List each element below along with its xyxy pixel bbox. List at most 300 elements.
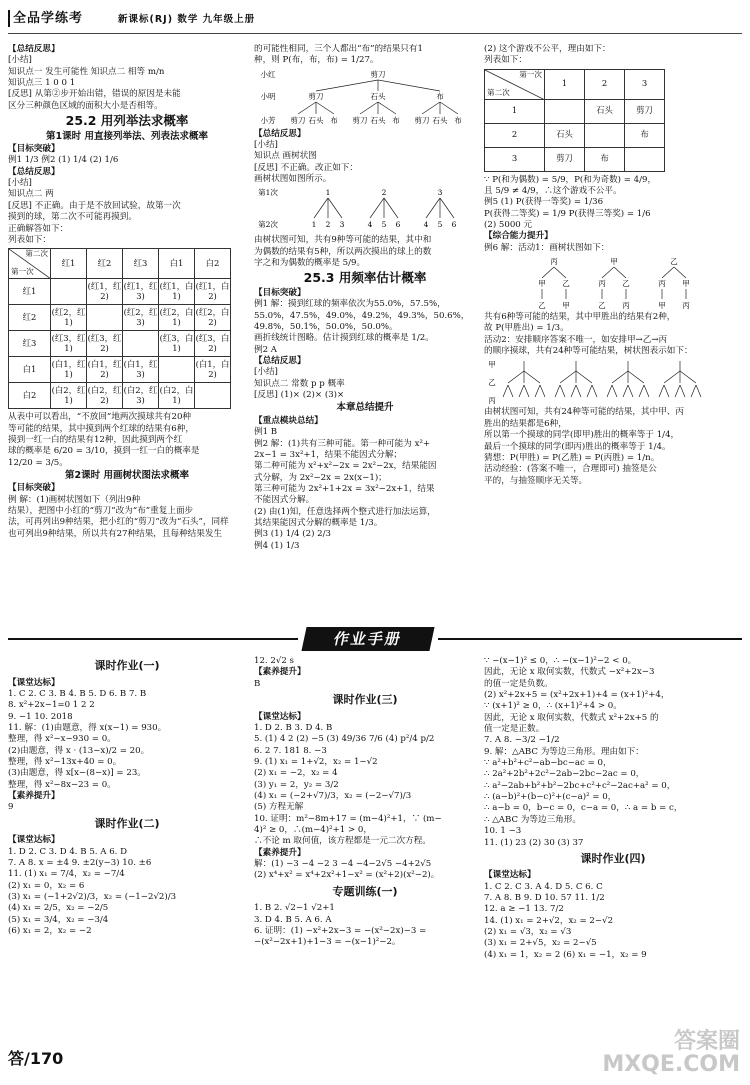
brand-title: 全品学练考 bbox=[8, 10, 83, 27]
text-block bbox=[254, 288, 476, 401]
text-block bbox=[8, 144, 246, 246]
banner-title: 作业手册 bbox=[301, 627, 434, 651]
text-line: 【目标突破】 bbox=[254, 287, 306, 298]
table-cell: (红2，白1) bbox=[159, 305, 195, 331]
tree-branch bbox=[614, 267, 626, 278]
tree-branch bbox=[623, 385, 628, 397]
text-line: 从表中可以看出，“不放回”地两次摸球共有20种 bbox=[8, 412, 192, 423]
text-line: 第二种可能为 x²+x²−2x = 2x²−2x，结果能因 bbox=[254, 461, 437, 472]
text-line: 例1 解：摸到红球的频率依次为55.0%，57.5%， bbox=[254, 299, 446, 310]
text-line: 故 P(甲胜出) = 1/3。 bbox=[484, 323, 569, 334]
text-line: 10. 1 −3 bbox=[484, 826, 522, 837]
text-line: 14. (1) x₁ = 2+√2，x₂ = 2−√2 bbox=[484, 915, 614, 926]
text-line: (3) x₁ = (−1+2√2)/3，x₂ = (−1−2√2)/3 bbox=[8, 891, 177, 902]
text-line: 12/20 = 3/5。 bbox=[8, 457, 68, 468]
text-line: 例5 (1) P(获得一等奖) = 1/36 bbox=[484, 197, 604, 208]
tree-node-label: 丙 bbox=[622, 301, 630, 311]
row-header: 白2 bbox=[9, 383, 51, 409]
tree-branch bbox=[314, 198, 328, 218]
table-row bbox=[485, 123, 665, 147]
text-line: (3) x₁ = 2+√5，x₂ = 2−√5 bbox=[484, 938, 597, 949]
tree-node-label: 剪刀 bbox=[370, 69, 386, 79]
text-line: ∴ a²−2ab+b²+b²−2bc+c²+c²−2ac+a² = 0， bbox=[484, 780, 676, 791]
lesson-title: 第2课时 用画树状图法求概率 bbox=[65, 469, 189, 481]
text-block bbox=[484, 175, 742, 254]
tree-node-label: 剪刀 bbox=[308, 91, 324, 101]
text-line: [反思] (1)× (2)× (3)× bbox=[254, 390, 345, 401]
text-line: 【课堂达标】 bbox=[484, 870, 536, 881]
lesson-title: 第1课时 用直接列举法、列表法求概率 bbox=[46, 130, 208, 142]
corner-label: 第二次 bbox=[487, 87, 510, 97]
tree-branch bbox=[370, 198, 384, 218]
tree-node-label: 石头 bbox=[370, 91, 386, 101]
table-cell bbox=[123, 331, 159, 357]
page-header bbox=[8, 4, 742, 34]
tree-branch bbox=[680, 385, 685, 397]
text-line: (2) x₁ = √3，x₂ = √3 bbox=[484, 927, 572, 938]
table-corner-cell bbox=[485, 69, 545, 99]
text-block bbox=[8, 835, 246, 937]
text-line: 摸到的球，第二次不可能再摸到。 bbox=[8, 212, 137, 223]
text-line: 例1 B bbox=[254, 427, 278, 438]
text-line: 55.0%，47.5%，49.0%，49.2%，49.3%，50.6%， bbox=[254, 310, 470, 321]
column-bottom-right bbox=[484, 656, 742, 1028]
tree-node-label: 丙 bbox=[550, 257, 558, 267]
tree-node-label: 甲 bbox=[562, 301, 570, 311]
text-block bbox=[484, 44, 742, 67]
text-line: 9. 解：△ABC 为等边三角形。理由如下： bbox=[484, 746, 644, 757]
tree-node-label: 3 bbox=[339, 220, 345, 230]
homework-title: 课时作业(三) bbox=[332, 693, 398, 707]
text-block bbox=[8, 44, 246, 112]
text-line: 例4 (1) 1/3 bbox=[254, 540, 300, 551]
text-line: 11. 解：(1)由题意，得 x(x−1) = 930。 bbox=[8, 722, 167, 733]
homework-title: 课时作业(四) bbox=[580, 851, 646, 865]
text-line: 知识点一 发生可能性 知识点二 相等 m/n bbox=[8, 66, 165, 77]
text-line: 画折线统计图略。估计摸到红球的概率是 1/2。 bbox=[254, 333, 434, 344]
homework-title: 课时作业(一) bbox=[94, 659, 160, 672]
text-line: 胜出的结果都是6种， bbox=[484, 418, 567, 429]
tree-node-label: 3 bbox=[437, 188, 443, 198]
text-line: 例 解：(1)画树状图如下（列出9种 bbox=[8, 494, 141, 505]
text-line: (3) y₁ = 2，y₂ = 3/2 bbox=[254, 779, 339, 790]
text-line: 种，则 P(布，布，布) = 1/27。 bbox=[254, 55, 379, 66]
row-header: 3 bbox=[485, 147, 545, 171]
text-line: 最后一个摸球的同学(即丙)胜出的概率等于 1/4。 bbox=[484, 441, 671, 452]
table-cell: (红3，白2) bbox=[195, 331, 231, 357]
text-line: (6) x₁ = 2，x₂ = −2 bbox=[8, 925, 92, 936]
text-line: 整理，得 x²−8x−23 = 0。 bbox=[8, 779, 116, 790]
text-line: 值一定是正数。 bbox=[484, 724, 545, 735]
text-block bbox=[484, 407, 742, 486]
text-line: 例6 解：活动1：画树状图如下： bbox=[484, 242, 610, 253]
text-line: 【综合能力提升】 bbox=[484, 231, 553, 242]
text-line: 【重点模块总结】 bbox=[254, 415, 323, 426]
tree-branch bbox=[535, 385, 540, 397]
tree-branch bbox=[587, 385, 592, 397]
tree-branch bbox=[426, 198, 440, 218]
table-row bbox=[485, 99, 665, 123]
table-row bbox=[9, 383, 231, 409]
tree-node-label: 丙 bbox=[598, 279, 606, 289]
text-line: 等可能的结果，其中摸到两个红球的结果有6种， bbox=[8, 423, 194, 434]
table-cell bbox=[159, 357, 195, 383]
tree-branch bbox=[639, 385, 644, 397]
tree-branch bbox=[554, 267, 566, 278]
text-line: 因此，无论 x 取何实数，代数式 −x²+2x−3 bbox=[484, 667, 655, 678]
text-line: 因此，无论 x 取何实数，代数式 x²+2x+5 的 bbox=[484, 712, 659, 723]
text-line: 【总结反思】 bbox=[8, 44, 60, 54]
text-line: 4)² ≥ 0，∴(m−4)²+1 > 0， bbox=[254, 824, 372, 835]
text-block bbox=[8, 678, 246, 814]
tree-branch bbox=[644, 385, 649, 397]
text-block bbox=[484, 870, 742, 961]
text-line: 【目标突破】 bbox=[8, 144, 60, 155]
text-line: 1. D 2. C 3. D 4. B 5. A 6. D bbox=[8, 846, 128, 857]
tree-node-label: 甲 bbox=[658, 301, 666, 311]
text-line: 且 5/9 ≠ 4/9，∴这个游戏不公平。 bbox=[484, 186, 622, 197]
tree-branch bbox=[378, 80, 440, 91]
text-line: 也可列出9种结果，所以共有27种结果，且每种结果发生 bbox=[8, 528, 223, 539]
tree-branch bbox=[384, 198, 398, 218]
text-line: 【总结反思】 bbox=[254, 128, 306, 139]
text-line: 共有6种等可能的结果，其中甲胜出的结果有2种， bbox=[484, 312, 676, 323]
text-line: ∵ a²+b²+c²−ab−bc−ac = 0， bbox=[484, 758, 612, 769]
table-cell: (白2，红1) bbox=[51, 383, 87, 409]
text-line: 11. (1) x₁ = 7/4，x₂ = −7/4 bbox=[8, 869, 125, 880]
tree-node-label: 第2次 bbox=[258, 220, 278, 230]
text-block bbox=[254, 903, 476, 948]
game-table bbox=[484, 69, 665, 172]
tree-diagram-order bbox=[484, 254, 742, 312]
text-line: 【总结反思】 bbox=[8, 166, 60, 177]
divider bbox=[8, 638, 298, 640]
text-line: 结果），把图中小红的“剪刀”改为“布”重复上面步 bbox=[8, 506, 194, 517]
table-cell: (红1，白2) bbox=[195, 279, 231, 305]
table-cell: (白2，红2) bbox=[87, 383, 123, 409]
tree-branch bbox=[440, 102, 458, 114]
text-line: 知识点 画树状图 bbox=[254, 151, 317, 162]
tree-branch bbox=[519, 385, 524, 397]
text-line: 【素养提升】 bbox=[254, 667, 306, 678]
text-block bbox=[254, 235, 476, 269]
tree-node-label: 石头 bbox=[308, 115, 324, 125]
tree-branch bbox=[360, 102, 378, 114]
tree-node-label: 布 bbox=[454, 115, 462, 125]
tree-node-label: 5 bbox=[381, 220, 387, 230]
column-top-middle bbox=[254, 44, 476, 624]
text-block bbox=[484, 312, 742, 357]
table-cell: (红1，红2) bbox=[87, 279, 123, 305]
table-cell: (红1，红3) bbox=[123, 279, 159, 305]
tree-branch bbox=[664, 371, 680, 383]
tree-branch bbox=[662, 267, 674, 278]
text-line: [小结] bbox=[8, 178, 32, 189]
table-cell: 石头 bbox=[545, 123, 585, 147]
table-cell: (白1，红2) bbox=[87, 357, 123, 383]
table-cell: (红3，白1) bbox=[159, 331, 195, 357]
special-training-title: 专题训练(一) bbox=[332, 884, 398, 898]
tree-node-label: 丙 bbox=[658, 279, 666, 289]
tree-node-label: 2 bbox=[381, 188, 387, 198]
column-header: 3 bbox=[625, 69, 665, 99]
tree-node-label: 乙 bbox=[538, 301, 546, 311]
text-line: 区分三种颜色区域的面积大小是否相等。 bbox=[8, 100, 163, 111]
row-header: 红2 bbox=[9, 305, 51, 331]
text-line: ∵ (x+1)² ≥ 0，∴ (x+1)²+4 > 0。 bbox=[484, 701, 622, 712]
text-line: (2) x²+2x+5 = (x²+2x+1)+4 = (x+1)²+4， bbox=[484, 690, 670, 701]
text-line: 列表如下： bbox=[484, 55, 527, 66]
text-line: ∴ 2a²+2b²+2c²−2ab−2bc−2ac = 0， bbox=[484, 769, 645, 780]
corner-label: 第一次 bbox=[519, 69, 542, 79]
tree-node-label: 乙 bbox=[670, 257, 678, 267]
table-cell bbox=[87, 305, 123, 331]
tree-node-label: 石头 bbox=[370, 115, 386, 125]
table-cell bbox=[585, 123, 625, 147]
text-line: 例2 A bbox=[254, 344, 277, 355]
text-line: 正确解答如下： bbox=[8, 223, 69, 234]
text-line: 【素养提升】 bbox=[8, 790, 60, 801]
text-line: [小结] bbox=[254, 140, 278, 151]
text-line: 平的，与抽签顺序无关等。 bbox=[484, 475, 588, 486]
tree-branch bbox=[576, 371, 592, 383]
text-line: 由树状图可知，共有9种等可能的结果，其中和 bbox=[254, 235, 432, 246]
table-cell: (红2，红1) bbox=[51, 305, 87, 331]
table-cell: (红2，白2) bbox=[195, 305, 231, 331]
tree-branch bbox=[680, 371, 696, 383]
tree-node-label: 剪刀 bbox=[290, 115, 306, 125]
tree-branch bbox=[628, 371, 644, 383]
tree-node-label: 1 bbox=[311, 220, 317, 230]
text-line: 2x−1 = 3x²+1，结果不能因式分解； bbox=[254, 449, 403, 460]
text-line: 的顺序摸球，共有24种等可能结果，树状图表示如下： bbox=[484, 346, 693, 357]
tree-node-label: 甲 bbox=[488, 360, 496, 370]
text-line: 49.8%，50.1%，50.0%，50.0%。 bbox=[254, 321, 398, 332]
text-line: (5) x₁ = 3/4，x₂ = −3/4 bbox=[8, 914, 109, 925]
tree-branch bbox=[628, 385, 633, 397]
text-line: 8. x²+2x−1=0 1 2 2 bbox=[8, 700, 95, 711]
text-line: (2) 由(1)知，任意选择两个整式进行加法运算， bbox=[254, 506, 436, 517]
text-line: 所以第一个摸球的同学(即甲)胜出的概率等于 1/4， bbox=[484, 430, 680, 441]
tree-branch bbox=[555, 385, 560, 397]
text-line: 6. 2 7. 181 8. −3 bbox=[254, 745, 327, 756]
tree-branch bbox=[524, 371, 540, 383]
tree-branch bbox=[378, 102, 396, 114]
table-cell: (白2，白1) bbox=[159, 383, 195, 409]
text-line: 列表如下： bbox=[8, 234, 51, 245]
column-header: 2 bbox=[585, 69, 625, 99]
tree-branch bbox=[612, 371, 628, 383]
text-line: [反思] 从第②步开始出错，错误的原因是未能 bbox=[8, 89, 181, 100]
text-line: ∵ P(和为偶数) = 5/9，P(和为奇数) = 4/9， bbox=[484, 174, 657, 185]
text-line: (4) x₁ = (−2+√7)/3，x₂ = (−2−√7)/3 bbox=[254, 790, 412, 801]
text-line: [反思] 不正确。改正如下： bbox=[254, 162, 358, 173]
tree-branch bbox=[696, 385, 701, 397]
text-line: 整理，得 x²−13x+40 = 0。 bbox=[8, 756, 122, 767]
column-top-right bbox=[484, 44, 742, 624]
text-line: (2) x₁ = 0，x₂ = 6 bbox=[8, 880, 85, 891]
table-cell bbox=[545, 99, 585, 123]
text-line: 式分解，为 2x²−2x = 2x(x−1)； bbox=[254, 472, 387, 483]
text-line: (4) x₁ = 2/5，x₂ = −2/5 bbox=[8, 903, 109, 914]
tree-node-label: 6 bbox=[395, 220, 401, 230]
column-bottom-left bbox=[8, 656, 246, 1028]
tree-node-label: 乙 bbox=[622, 279, 630, 289]
text-line: 球的概率是 6/20 = 3/10，摸到一红一白的概率是 bbox=[8, 446, 200, 457]
text-line: [小结] bbox=[8, 55, 32, 66]
tree-branch bbox=[503, 385, 508, 397]
tree-branch bbox=[508, 371, 524, 383]
table-cell: (白1，红3) bbox=[123, 357, 159, 383]
text-line: (3)由题意，得 x[x−(8−x)] = 23。 bbox=[8, 768, 146, 779]
tree-branch bbox=[316, 102, 334, 114]
text-block bbox=[8, 412, 246, 469]
column-header: 白2 bbox=[195, 249, 231, 279]
text-line: 6. 证明：(1) −x²+2x−3 = −(x²−2x)−3 = bbox=[254, 925, 427, 936]
table-cell: (红1，白1) bbox=[159, 279, 195, 305]
tree-node-label: 布 bbox=[436, 91, 444, 101]
text-line: 法，可再列出9种结果，把小红的“剪刀”改为“石头”，同样 bbox=[8, 517, 229, 528]
table-row bbox=[485, 147, 665, 171]
text-line: 12. a ≥ −1 13. 7/2 bbox=[484, 904, 564, 915]
tree-branch bbox=[602, 267, 614, 278]
text-line: 7. A 8. B 9. D 10. 57 11. 1/2 bbox=[484, 893, 605, 904]
homework-title: 课时作业(二) bbox=[94, 816, 160, 830]
column-header: 红1 bbox=[51, 249, 87, 279]
watermark-text: 答案圈 bbox=[673, 1029, 740, 1054]
text-block bbox=[254, 712, 476, 882]
column-top-left bbox=[8, 44, 246, 624]
text-line: 例3 (1) 1/4 (2) 2/3 bbox=[254, 529, 331, 540]
text-line: 猜想：P(甲胜) = P(乙胜) = P(丙胜) = 1/n。 bbox=[484, 452, 660, 463]
row-header: 1 bbox=[485, 99, 545, 123]
text-line: 字之和为偶数的概率是 5/9。 bbox=[254, 258, 366, 269]
tree-node-label: 4 bbox=[423, 220, 429, 230]
outcome-table bbox=[8, 248, 231, 409]
table-row bbox=[9, 331, 231, 357]
tree-branch bbox=[440, 198, 454, 218]
tree-node-label: 4 bbox=[367, 220, 373, 230]
text-line: 10. 证明：m²−8m+17 = (m−4)²+1，∵ (m− bbox=[254, 813, 442, 824]
watermark-text: MXQE.COM bbox=[602, 1052, 740, 1078]
tree-branch bbox=[542, 267, 554, 278]
text-line: ∴ △ABC 为等边三角形。 bbox=[484, 814, 581, 825]
text-line: −(x²−2x+1)+1−3 = −(x−1)²−2。 bbox=[254, 937, 401, 948]
table-cell: (白1，白2) bbox=[195, 357, 231, 383]
section-title: 25.2 用列举法求概率 bbox=[65, 113, 189, 129]
text-line: 解：(1) −3 −4 −2 3 −4 −4−2√5 −4+2√5 bbox=[254, 859, 432, 870]
tree-diagram-rps bbox=[254, 67, 476, 129]
edition-label: 新课标(RJ) 数学 九年级上册 bbox=[118, 14, 256, 25]
tree-node-label: 6 bbox=[451, 220, 457, 230]
column-header: 1 bbox=[545, 69, 585, 99]
tree-diagram-24 bbox=[484, 357, 742, 407]
text-line: [小结] bbox=[254, 367, 278, 378]
table-cell bbox=[625, 147, 665, 171]
text-line: ∵ −(x−1)² ≤ 0，∴ −(x−1)²−2 < 0。 bbox=[484, 656, 637, 666]
page-number: 答/170 bbox=[8, 1049, 64, 1068]
text-line: (5) 方程无解 bbox=[254, 802, 304, 813]
column-header: 红2 bbox=[87, 249, 123, 279]
text-line: ∴ a−b = 0，b−c = 0，c−a = 0，∴ a = b = c， bbox=[484, 803, 683, 814]
text-line: 【目标突破】 bbox=[8, 483, 60, 494]
tree-node-label: 小芳 bbox=[260, 115, 276, 125]
tree-node-label: 布 bbox=[392, 115, 400, 125]
row-header: 红1 bbox=[9, 279, 51, 305]
table-row bbox=[9, 305, 231, 331]
text-line: 9. (1) x₁ = 1+√2，x₂ = 1−√2 bbox=[254, 756, 378, 767]
tree-node-label: 甲 bbox=[538, 279, 546, 289]
text-line: (2) 这个游戏不公平，理由如下： bbox=[484, 44, 611, 54]
tree-branch bbox=[560, 371, 576, 383]
tree-node-label: 丙 bbox=[488, 396, 496, 406]
text-line: 例1 1/3 例2 (1) 1/4 (2) 1/6 bbox=[8, 155, 119, 166]
text-line: (2) x⁴+x² = x⁴+2x²+1−x² = (x²+2)(x²−2)。 bbox=[254, 870, 440, 881]
table-cell: 剪刀 bbox=[625, 99, 665, 123]
text-line: 1. D 2. B 3. D 4. B bbox=[254, 722, 333, 733]
text-block bbox=[254, 44, 476, 67]
text-line: 11. (1) 23 (2) 30 (3) 37 bbox=[484, 837, 584, 848]
tree-branch bbox=[298, 102, 316, 114]
tree-branch bbox=[607, 385, 612, 397]
tree-branch bbox=[540, 385, 545, 397]
tree-node-label: 2 bbox=[325, 220, 331, 230]
table-cell: (白1，红1) bbox=[51, 357, 87, 383]
column-header: 红3 bbox=[123, 249, 159, 279]
column-bottom-middle bbox=[254, 656, 476, 1028]
section-title: 25.3 用频率估计概率 bbox=[303, 270, 427, 286]
tree-branch bbox=[422, 102, 440, 114]
text-line: 7. A 8. x = ±4 9. ±2(y−3) 10. ±6 bbox=[8, 857, 152, 868]
tree-branch bbox=[571, 385, 576, 397]
review-title: 本章总结提升 bbox=[336, 402, 394, 414]
table-cell bbox=[51, 279, 87, 305]
text-line: (4) x₁ = 1，x₂ = 2 (6) x₁ = −1，x₂ = 9 bbox=[484, 949, 647, 960]
table-cell: 布 bbox=[585, 147, 625, 171]
tree-node-label: 乙 bbox=[488, 378, 496, 388]
tree-node-label: 小红 bbox=[260, 69, 276, 79]
text-line: 【素养提升】 bbox=[254, 847, 306, 858]
row-header: 红3 bbox=[9, 331, 51, 357]
text-line: 知识点二 常数 p p 概率 bbox=[254, 378, 345, 389]
table-corner-cell bbox=[9, 249, 51, 279]
text-line: B bbox=[254, 678, 261, 689]
text-line: 摸到一红一白的结果有12种，因此摸到两个红 bbox=[8, 434, 183, 445]
tree-node-label: 丙 bbox=[682, 301, 690, 311]
table-cell: (红2，红3) bbox=[123, 305, 159, 331]
text-block bbox=[254, 416, 476, 552]
text-line: 1. C 2. C 3. A 4. D 5. C 6. C bbox=[484, 881, 603, 892]
tree-branch bbox=[674, 267, 686, 278]
row-header: 白1 bbox=[9, 357, 51, 383]
tree-branch bbox=[560, 385, 565, 397]
text-block bbox=[8, 483, 246, 540]
tree-node-label: 小明 bbox=[260, 91, 276, 101]
text-line: 7. A 8. −3/2 −1/2 bbox=[484, 735, 560, 746]
text-line: ∴不论 m 取何值，该方程都是一元二次方程。 bbox=[254, 836, 431, 847]
row-header: 2 bbox=[485, 123, 545, 147]
text-line: 知识点二 两 bbox=[8, 189, 54, 200]
tree-node-label: 甲 bbox=[610, 257, 618, 267]
text-line: P(获得二等奖) = 1/9 P(获得三等奖) = 1/6 bbox=[484, 208, 651, 219]
text-line: 12. 2√2 s bbox=[254, 656, 294, 666]
text-line: 例2 解：(1)共有三种可能。第一种可能为 x²+ bbox=[254, 438, 431, 449]
tree-branch bbox=[664, 385, 669, 397]
text-block bbox=[484, 656, 742, 849]
tree-node-label: 甲 bbox=[682, 279, 690, 289]
tree-node-label: 石头 bbox=[432, 115, 448, 125]
watermark-logo bbox=[600, 1030, 740, 1076]
